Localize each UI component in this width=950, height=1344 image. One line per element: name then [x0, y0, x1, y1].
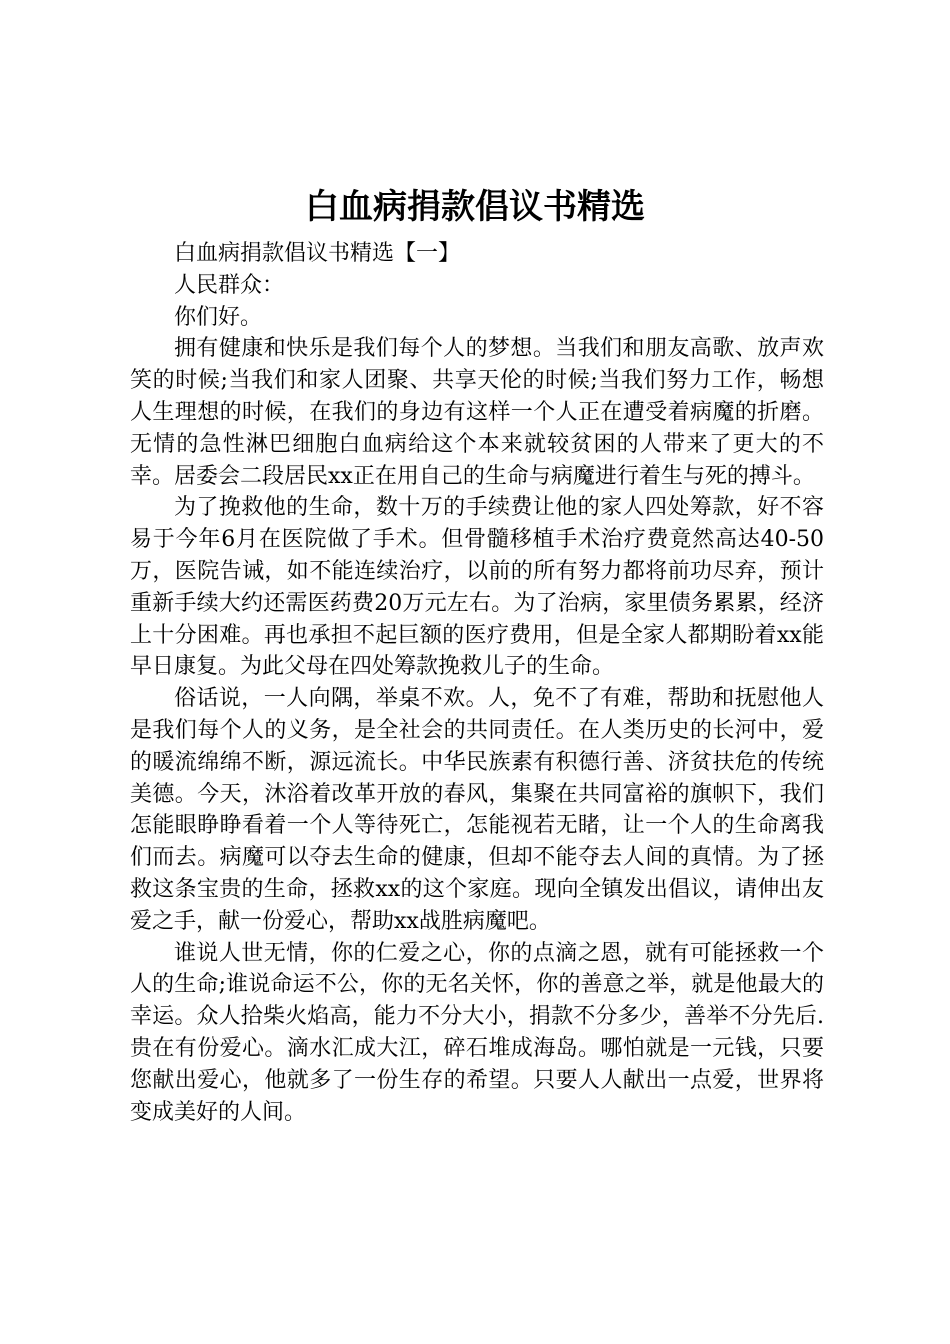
paragraph-body: 俗话说，一人向隅，举桌不欢。人，免不了有难，帮助和抚慰他人是我们每个人的义务，是全社会的共同责任。在人类历史的长河中，爱的暖流绵绵不断，源远流长。中华民族素有积德行善、济贫扶危的传统美德。今天，沐浴着改革开放的春风，集聚在共同富裕的旗帜下，我们怎能眼睁睁看着一个人等待死亡，怎能视若无睹，让一个人的生命离我们而去。病魔可以夺去生命的健康，但却不能夺去人间的真情。为了拯救这条宝贵的生命，拯救xx的这个家庭。现向全镇发出倡议，请伸出友爱之手，献一份爱心，帮助xx战胜病魔吧。 — [130, 686, 824, 934]
document-body — [130, 238, 824, 1128]
paragraph-section-heading: 白血病捐款倡议书精选【一】 — [174, 241, 461, 266]
paragraph-body: 谁说人世无情，你的仁爱之心，你的点滴之恩，就有可能拯救一个人的生命;谁说命运不公，你的无名关怀，你的善意之举，就是他最大的幸运。众人拾柴火焰高，能力不分大小，捐款不分多少，善举不分先后.贵在有份爱心。滴水汇成大江，碎石堆成海岛。哪怕就是一元钱，只要您献出爱心，他就多了一份生存的希望。只要人人献出一点爱，世界将变成美好的人间。 — [130, 940, 824, 1125]
paragraph-salutation: 人民群众： — [174, 272, 285, 298]
paragraph-body: 为了挽救他的生命，数十万的手续费让他的家人四处筹款，好不容易于今年6月在医院做了手术。但骨髓移植手术治疗费竟然高达40-50万，医院告诫，如不能连续治疗，以前的所有努力都将前功尽弃，预计重新手续大约还需医药费20万元左右。为了治病，家里债务累累，经济上十分困难。再也承担不起巨额的医疗费用，但是全家人都期盼着xx能早日康复。为此父母在四处筹款挽救儿子的生命。 — [130, 495, 824, 680]
paragraph-greeting: 你们好。 — [174, 304, 263, 330]
paragraph-body: 拥有健康和快乐是我们每个人的梦想。当我们和朋友高歌、放声欢笑的时候;当我们和家人团聚、共享天伦的时候;当我们努力工作，畅想人生理想的时候，在我们的身边有这样一个人正在遭受着病魔的折磨。无情的急性淋巴细胞白血病给这个本来就较贫困的人带来了更大的不幸。居委会二段居民xx正在用自己的生命与病魔进行着生与死的搏斗。 — [130, 336, 824, 489]
document-title: 白血病捐款倡议书精选 — [305, 187, 645, 227]
